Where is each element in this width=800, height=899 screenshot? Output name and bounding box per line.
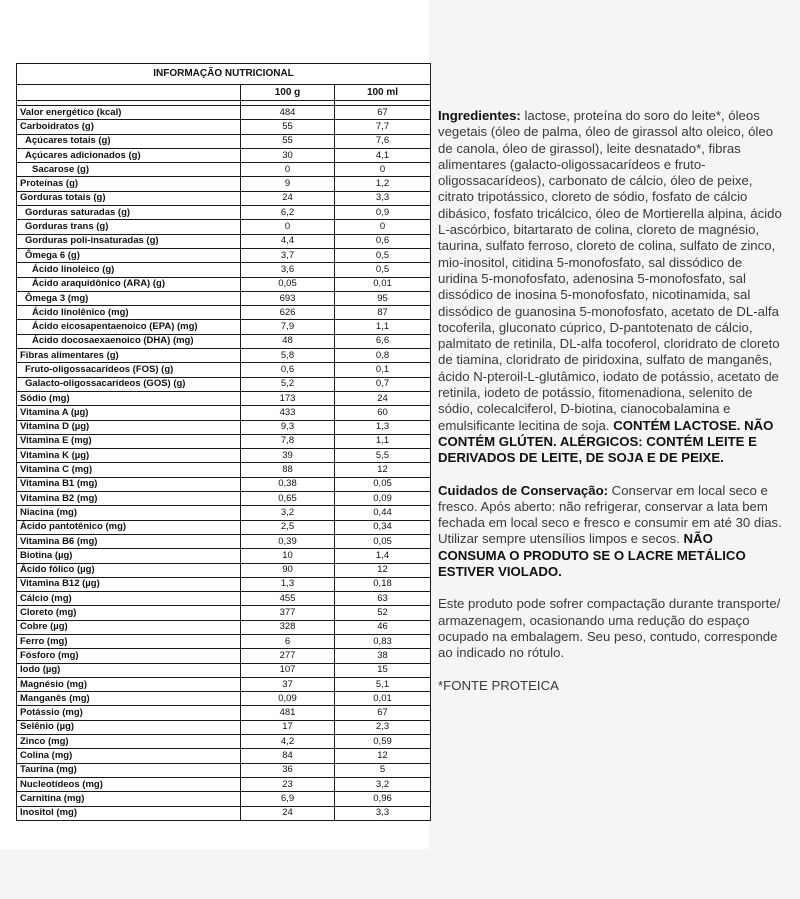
value-100ml: 7,6 xyxy=(335,134,431,148)
nutrient-label: Proteínas (g) xyxy=(17,177,241,191)
table-row xyxy=(17,677,431,691)
value-100ml: 0,59 xyxy=(335,735,431,749)
value-100ml: 1,4 xyxy=(335,549,431,563)
storage-paragraph xyxy=(438,483,783,581)
value-100g: 84 xyxy=(241,749,335,763)
value-100ml: 3,3 xyxy=(335,806,431,820)
table-row xyxy=(17,606,431,620)
table-row xyxy=(17,563,431,577)
value-100g: 0,05 xyxy=(241,277,335,291)
ingredients-heading: Ingredientes: xyxy=(438,108,521,123)
table-row xyxy=(17,234,431,248)
value-100ml: 52 xyxy=(335,606,431,620)
value-100ml: 0,5 xyxy=(335,248,431,262)
table-row xyxy=(17,377,431,391)
table-row xyxy=(17,420,431,434)
value-100g: 88 xyxy=(241,463,335,477)
nutrient-label: Vitamina C (mg) xyxy=(17,463,241,477)
value-100ml: 46 xyxy=(335,620,431,634)
value-100ml: 0 xyxy=(335,163,431,177)
value-100ml: 0,83 xyxy=(335,634,431,648)
nutrient-label: Fibras alimentares (g) xyxy=(17,349,241,363)
value-100g: 0,38 xyxy=(241,477,335,491)
nutrient-label: Gorduras totais (g) xyxy=(17,191,241,205)
value-100g: 55 xyxy=(241,120,335,134)
value-100g: 5,8 xyxy=(241,349,335,363)
value-100g: 455 xyxy=(241,592,335,606)
table-row xyxy=(17,291,431,305)
table-row xyxy=(17,463,431,477)
product-info-text xyxy=(438,108,783,710)
nutrient-label: Inositol (mg) xyxy=(17,806,241,820)
value-100g: 36 xyxy=(241,763,335,777)
table-row xyxy=(17,277,431,291)
table-row xyxy=(17,763,431,777)
value-100ml: 0,05 xyxy=(335,534,431,548)
table-row xyxy=(17,349,431,363)
table-row xyxy=(17,549,431,563)
nutrient-label: Nucleotídeos (mg) xyxy=(17,777,241,791)
nutrient-label: Cálcio (mg) xyxy=(17,592,241,606)
table-row xyxy=(17,592,431,606)
value-100g: 10 xyxy=(241,549,335,563)
value-100ml: 60 xyxy=(335,406,431,420)
nutrient-label: Carboidratos (g) xyxy=(17,120,241,134)
table-row xyxy=(17,334,431,348)
nutrient-label: Vitamina K (µg) xyxy=(17,449,241,463)
value-100g: 9,3 xyxy=(241,420,335,434)
nutrient-label: Magnésio (mg) xyxy=(17,677,241,691)
value-100g: 0,09 xyxy=(241,692,335,706)
value-100g: 2,5 xyxy=(241,520,335,534)
value-100g: 6 xyxy=(241,634,335,648)
value-100ml: 0,7 xyxy=(335,377,431,391)
value-100g: 0 xyxy=(241,220,335,234)
value-100ml: 1,2 xyxy=(335,177,431,191)
table-row xyxy=(17,134,431,148)
value-100ml: 0,5 xyxy=(335,263,431,277)
value-100ml: 5,1 xyxy=(335,677,431,691)
table-row xyxy=(17,263,431,277)
value-100g: 433 xyxy=(241,406,335,420)
table-row xyxy=(17,649,431,663)
value-100g: 17 xyxy=(241,720,335,734)
nutrient-label: Ômega 6 (g) xyxy=(17,248,241,262)
value-100g: 626 xyxy=(241,306,335,320)
nutrient-label: Ácido pantotênico (mg) xyxy=(17,520,241,534)
value-100ml: 67 xyxy=(335,106,431,120)
nutrient-label: Vitamina A (µg) xyxy=(17,406,241,420)
value-100ml: 0,01 xyxy=(335,277,431,291)
nutrient-label: Potássio (mg) xyxy=(17,706,241,720)
value-100g: 23 xyxy=(241,777,335,791)
value-100g: 3,2 xyxy=(241,506,335,520)
nutrient-label: Vitamina D (µg) xyxy=(17,420,241,434)
storage-text: Conservar em local seco e fresco. Após aberto: não refrigerar, conservar a lata bem fechada em local seco e fresco e consumir em até 30 dias. Utilizar sempre utensílios limpos e secos. xyxy=(438,482,782,547)
nutrient-label: Açúcares adicionados (g) xyxy=(17,148,241,162)
ingredients-text: lactose, proteína do soro do leite*, óleos vegetais (óleo de palma, óleo de girassol alto oleico, óleo de canola, óleo de girassol), leite desnatado*, fibras alimentares (galacto-oligossacarídeos e fruto-oligossacarídeos), carbonato de cálcio, óleo de peixe, citrato tripotássico, cloreto de sódio, fosfato de cálcio dibásico, fosfato tricálcico, óleo de Mortierella alpina, ácido L-ascórbico, bitartarato de colina, cloreto de magnésio, taurina, sulfato ferroso, cloreto de colina, sulfato de zinco, mio-inositol, citidina 5-monofosfato, sal dissódico de uridina 5-monofosfato, adenosina 5-monofosfato, sal dissódico de inosina 5-monofosfato, nicotinamida, sal dissódico de guanosina 5-monofosfato, acetato de DL-alfa tocoferila, gluconato cúprico, D-pantotenato de cálcio, palmitato de retinila, DL-alfa tocoferol, cloridrato de cloreto de tiamina, cloridrato de piridoxina, sulfato de manganês, ácido N-pteroil-L-glutâmico, iodato de potássio, acetato de retinila, iodeto de potássio, fitomenadiona, selenito de sódio, colecalciferol, D-biotina, cianocobalamina e emulsificante lecitina de soja. xyxy=(438,108,782,433)
nutrient-label: Manganês (mg) xyxy=(17,692,241,706)
value-100g: 3,6 xyxy=(241,263,335,277)
nutrition-table-title: INFORMAÇÃO NUTRICIONAL xyxy=(17,64,431,85)
value-100ml: 24 xyxy=(335,391,431,405)
nutrient-label: Ômega 3 (mg) xyxy=(17,291,241,305)
value-100ml: 12 xyxy=(335,563,431,577)
value-100ml: 0,96 xyxy=(335,792,431,806)
value-100ml: 4,1 xyxy=(335,148,431,162)
table-row xyxy=(17,792,431,806)
table-row xyxy=(17,634,431,648)
nutrient-label: Iodo (µg) xyxy=(17,663,241,677)
value-100ml: 1,1 xyxy=(335,434,431,448)
value-100g: 277 xyxy=(241,649,335,663)
nutrient-label: Vitamina B1 (mg) xyxy=(17,477,241,491)
value-100g: 30 xyxy=(241,148,335,162)
value-100g: 7,8 xyxy=(241,434,335,448)
value-100g: 5,2 xyxy=(241,377,335,391)
value-100g: 481 xyxy=(241,706,335,720)
value-100ml: 12 xyxy=(335,749,431,763)
value-100ml: 0,9 xyxy=(335,206,431,220)
value-100g: 55 xyxy=(241,134,335,148)
nutrient-label: Ácido docosaexaenoico (DHA) (mg) xyxy=(17,334,241,348)
table-row xyxy=(17,620,431,634)
nutrient-label: Ácido linoleico (g) xyxy=(17,263,241,277)
table-row xyxy=(17,191,431,205)
nutrient-label: Fósforo (mg) xyxy=(17,649,241,663)
value-100g: 173 xyxy=(241,391,335,405)
value-100g: 0,6 xyxy=(241,363,335,377)
bottom-margin xyxy=(0,849,800,899)
allergen-warning: CONTÉM LACTOSE. NÃO CONTÉM GLÚTEN. ALÉRGICOS: CONTÉM LEITE E DERIVADOS DE LEITE, DE SOJA E DE PEIXE. xyxy=(438,417,774,466)
storage-heading: Cuidados de Conservação: xyxy=(438,482,609,498)
nutrient-label: Ferro (mg) xyxy=(17,634,241,648)
value-100ml: 0,1 xyxy=(335,363,431,377)
table-row xyxy=(17,506,431,520)
table-row xyxy=(17,534,431,548)
table-row xyxy=(17,206,431,220)
table-row xyxy=(17,248,431,262)
table-row xyxy=(17,692,431,706)
value-100g: 0,65 xyxy=(241,492,335,506)
value-100ml: 3,2 xyxy=(335,777,431,791)
value-100g: 6,2 xyxy=(241,206,335,220)
nutrient-label: Ácido linolênico (mg) xyxy=(17,306,241,320)
table-row xyxy=(17,320,431,334)
value-100g: 90 xyxy=(241,563,335,577)
value-100g: 4,4 xyxy=(241,234,335,248)
nutrient-label: Sacarose (g) xyxy=(17,163,241,177)
value-100g: 484 xyxy=(241,106,335,120)
header-nutrient xyxy=(17,85,241,101)
nutrient-label: Vitamina B6 (mg) xyxy=(17,534,241,548)
nutrient-label: Selênio (µg) xyxy=(17,720,241,734)
value-100ml: 0,18 xyxy=(335,577,431,591)
nutrient-label: Sódio (mg) xyxy=(17,391,241,405)
value-100ml: 1,3 xyxy=(335,420,431,434)
value-100ml: 3,3 xyxy=(335,191,431,205)
value-100g: 1,3 xyxy=(241,577,335,591)
nutrient-label: Zinco (mg) xyxy=(17,735,241,749)
value-100g: 6,9 xyxy=(241,792,335,806)
protein-source-footnote: *FONTE PROTEICA xyxy=(438,677,559,693)
value-100g: 37 xyxy=(241,677,335,691)
value-100g: 328 xyxy=(241,620,335,634)
compaction-note: Este produto pode sofrer compactação durante transporte/ armazenagem, ocasionando uma redução do espaço ocupado na embalagem. Seu peso, contudo, corresponde ao indicado no rótulo. xyxy=(438,596,781,661)
nutrient-label: Galacto-oligossacarídeos (GOS) (g) xyxy=(17,377,241,391)
table-row xyxy=(17,220,431,234)
table-row xyxy=(17,577,431,591)
table-row xyxy=(17,391,431,405)
table-row xyxy=(17,177,431,191)
nutrient-label: Cloreto (mg) xyxy=(17,606,241,620)
nutrient-label: Gorduras saturadas (g) xyxy=(17,206,241,220)
value-100g: 9 xyxy=(241,177,335,191)
value-100ml: 15 xyxy=(335,663,431,677)
ingredients-paragraph xyxy=(438,108,783,467)
value-100g: 107 xyxy=(241,663,335,677)
table-row xyxy=(17,434,431,448)
value-100ml: 7,7 xyxy=(335,120,431,134)
table-row xyxy=(17,449,431,463)
nutrient-label: Ácido araquidônico (ARA) (g) xyxy=(17,277,241,291)
value-100ml: 0,05 xyxy=(335,477,431,491)
value-100ml: 38 xyxy=(335,649,431,663)
value-100ml: 5 xyxy=(335,763,431,777)
table-row xyxy=(17,306,431,320)
value-100g: 3,7 xyxy=(241,248,335,262)
table-row xyxy=(17,663,431,677)
table-row xyxy=(17,477,431,491)
nutrient-label: Ácido eicosapentaenoico (EPA) (mg) xyxy=(17,320,241,334)
nutrient-label: Ácido fólico (µg) xyxy=(17,563,241,577)
nutrient-label: Valor energético (kcal) xyxy=(17,106,241,120)
table-row xyxy=(17,520,431,534)
value-100ml: 2,3 xyxy=(335,720,431,734)
nutrient-label: Fruto-oligossacarídeos (FOS) (g) xyxy=(17,363,241,377)
nutrient-label: Vitamina E (mg) xyxy=(17,434,241,448)
nutrient-label: Vitamina B2 (mg) xyxy=(17,492,241,506)
table-row xyxy=(17,163,431,177)
value-100ml: 87 xyxy=(335,306,431,320)
value-100g: 377 xyxy=(241,606,335,620)
table-row xyxy=(17,749,431,763)
value-100g: 48 xyxy=(241,334,335,348)
nutrient-label: Carnitina (mg) xyxy=(17,792,241,806)
table-row xyxy=(17,720,431,734)
table-row xyxy=(17,735,431,749)
table-row xyxy=(17,106,431,120)
value-100g: 4,2 xyxy=(241,735,335,749)
nutrient-label: Açúcares totais (g) xyxy=(17,134,241,148)
value-100g: 0,39 xyxy=(241,534,335,548)
value-100ml: 0,6 xyxy=(335,234,431,248)
value-100ml: 0,44 xyxy=(335,506,431,520)
nutrient-label: Gorduras poli-insaturadas (g) xyxy=(17,234,241,248)
value-100ml: 6,6 xyxy=(335,334,431,348)
table-row xyxy=(17,706,431,720)
value-100ml: 1,1 xyxy=(335,320,431,334)
table-row xyxy=(17,363,431,377)
value-100ml: 12 xyxy=(335,463,431,477)
table-row xyxy=(17,148,431,162)
value-100g: 39 xyxy=(241,449,335,463)
value-100g: 0 xyxy=(241,163,335,177)
nutrition-table xyxy=(16,63,431,821)
nutrient-label: Biotina (µg) xyxy=(17,549,241,563)
header-100ml: 100 ml xyxy=(335,85,431,101)
nutrient-label: Colina (mg) xyxy=(17,749,241,763)
value-100g: 7,9 xyxy=(241,320,335,334)
nutrient-label: Gorduras trans (g) xyxy=(17,220,241,234)
table-row xyxy=(17,806,431,820)
seal-warning: NÃO CONSUMA O PRODUTO SE O LACRE METÁLICO ESTIVER VIOLADO. xyxy=(438,531,746,580)
value-100g: 24 xyxy=(241,191,335,205)
value-100ml: 0,34 xyxy=(335,520,431,534)
value-100ml: 5,5 xyxy=(335,449,431,463)
value-100g: 693 xyxy=(241,291,335,305)
header-100g: 100 g xyxy=(241,85,335,101)
value-100ml: 0,01 xyxy=(335,692,431,706)
value-100g: 24 xyxy=(241,806,335,820)
value-100ml: 95 xyxy=(335,291,431,305)
value-100ml: 63 xyxy=(335,592,431,606)
nutrient-label: Cobre (µg) xyxy=(17,620,241,634)
table-row xyxy=(17,492,431,506)
nutrient-label: Taurina (mg) xyxy=(17,763,241,777)
nutrient-label: Niacina (mg) xyxy=(17,506,241,520)
table-row xyxy=(17,406,431,420)
value-100ml: 0,09 xyxy=(335,492,431,506)
value-100ml: 0 xyxy=(335,220,431,234)
table-row xyxy=(17,777,431,791)
table-row xyxy=(17,120,431,134)
nutrient-label: Vitamina B12 (µg) xyxy=(17,577,241,591)
nutrition-table-body xyxy=(17,101,431,821)
value-100ml: 67 xyxy=(335,706,431,720)
value-100ml: 0,8 xyxy=(335,349,431,363)
